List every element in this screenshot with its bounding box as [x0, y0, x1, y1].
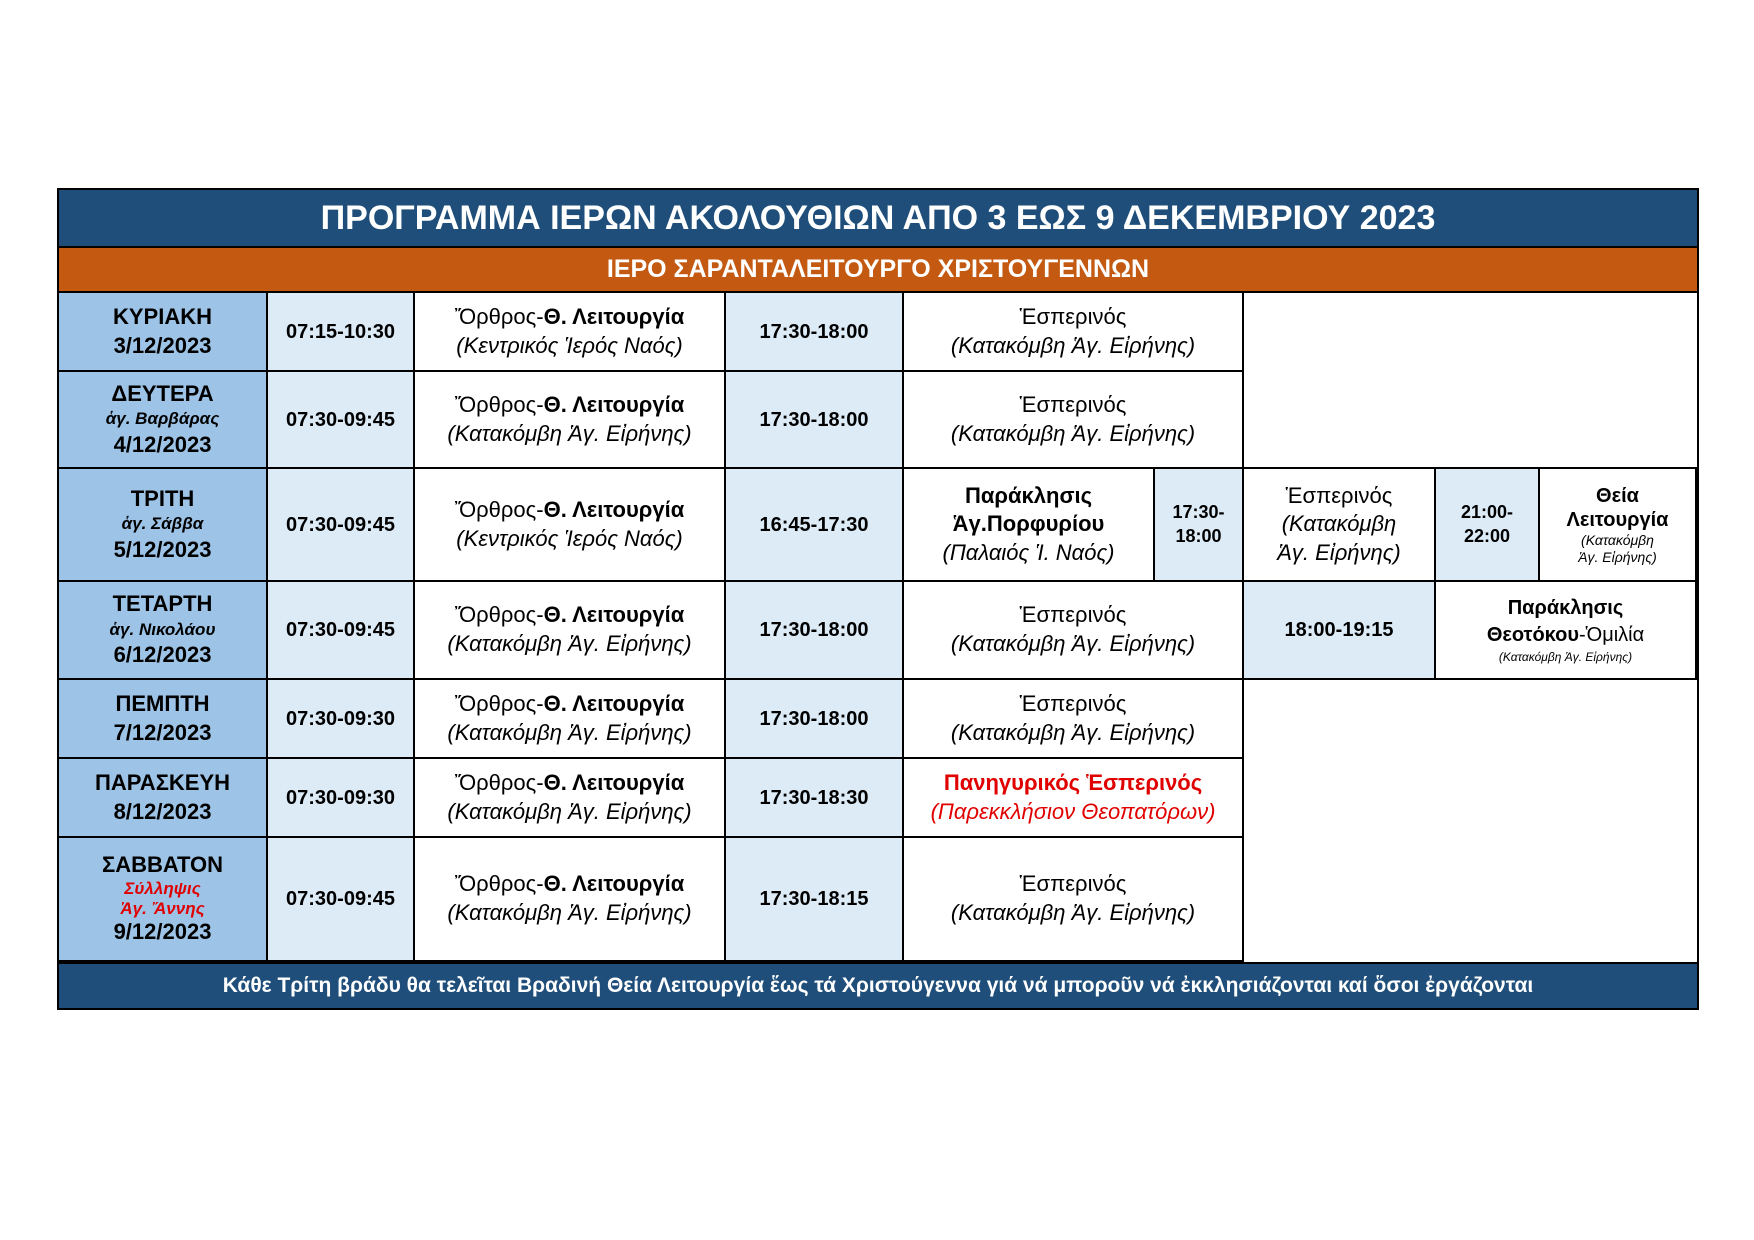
morning-service-place: (Κατακόμβη Ἁγ. Εἰρήνης) [447, 420, 692, 446]
morning-time-cell: 07:30-09:45 [268, 838, 415, 962]
service-name: Θ. Λειτουργία [543, 391, 685, 417]
evening-service-cell [904, 680, 1244, 759]
morning-time-cell: 07:15-10:30 [268, 293, 415, 372]
vespers-time-cell [1155, 469, 1244, 582]
service-prefix: Ὄρθρος- [454, 391, 544, 417]
liturgy-place: (Κατακόμβη [1581, 531, 1654, 548]
morning-service-place: (Κατακόμβη Ἁγ. Εἰρήνης) [447, 719, 692, 745]
extra-service-suffix: -Ὁμιλία [1579, 623, 1645, 646]
day-name: ΣΑΒΒΑΤΟΝ [102, 852, 223, 878]
day-date: 5/12/2023 [113, 536, 212, 562]
day-feast-2: Ἁγ. Ἄννης [120, 899, 205, 918]
evening-service-title: Ἑσπερινός [1019, 602, 1127, 628]
liturgy-cell [1540, 469, 1697, 582]
evening-service-cell [904, 293, 1244, 372]
schedule-sheet [57, 188, 1699, 1010]
morning-service-cell [415, 372, 726, 469]
day-name: ΠΕΜΠΤΗ [115, 690, 210, 716]
day-date: 4/12/2023 [113, 431, 212, 457]
paraklesis-place: (Παλαιός Ἱ. Ναός) [942, 539, 1115, 565]
evening-service-place: (Κατακόμβη Ἁγ. Εἰρήνης) [950, 420, 1196, 446]
evening-service-cell [904, 838, 1244, 962]
morning-service-place: (Κατακόμβη Ἁγ. Εἰρήνης) [447, 900, 692, 925]
evening-service-title: Ἑσπερινός [1019, 871, 1127, 897]
service-prefix: Ὄρθρος- [454, 871, 544, 897]
paraklesis-saint: Ἁγ.Πορφυρίου [952, 511, 1105, 537]
morning-service-title [455, 601, 685, 630]
liturgy-title: Θεία [1596, 484, 1639, 507]
evening-time-cell: 17:30-18:00 [726, 293, 904, 372]
day-date: 9/12/2023 [113, 919, 212, 945]
day-feast: ἁγ. Σάββα [121, 514, 204, 534]
morning-service-cell [415, 838, 726, 962]
morning-service-title [455, 391, 685, 420]
extra-service-name: Θεοτόκου [1486, 623, 1580, 646]
vespers-title: Ἑσπερινός [1285, 482, 1393, 508]
day-feast: ἁγ. Νικολάου [109, 619, 216, 639]
service-name: Θ. Λειτουργία [543, 871, 685, 897]
morning-service-title [455, 303, 685, 332]
morning-time-cell: 07:30-09:30 [268, 680, 415, 759]
day-cell [59, 680, 268, 759]
morning-service-place: (Κεντρικός Ἱερός Ναός) [456, 332, 683, 358]
paraklesis-cell [904, 469, 1155, 582]
day-date: 3/12/2023 [113, 332, 212, 358]
evening-service-title: Ἑσπερινός [1019, 303, 1127, 329]
day-cell [59, 469, 268, 582]
morning-service-title [455, 870, 685, 899]
morning-service-place: (Κατακόμβη Ἁγ. Εἰρήνης) [447, 798, 692, 824]
vespers-time: 17:30-18:00 [1172, 502, 1225, 546]
evening-service-place: (Κατακόμβη Ἁγ. Εἰρήνης) [950, 719, 1196, 745]
evening-service-cell [904, 372, 1244, 469]
day-name: ΤΕΤΑΡΤΗ [112, 591, 213, 617]
day-name: ΤΡΙΤΗ [130, 485, 195, 511]
morning-service-cell [415, 582, 726, 680]
empty-area-top [1244, 293, 1697, 469]
empty-area-bottom [1244, 680, 1697, 962]
service-prefix: Ὄρθρος- [454, 496, 544, 522]
day-date: 8/12/2023 [113, 798, 212, 824]
evening-service-place: (Κατακόμβη Ἁγ. Εἰρήνης) [950, 332, 1196, 358]
evening-time-cell: 16:45-17:30 [726, 469, 904, 582]
morning-service-title [455, 496, 685, 525]
service-prefix: Ὄρθρος- [454, 690, 544, 716]
paraklesis-title: Παράκλησις [964, 482, 1093, 508]
morning-time-cell: 07:30-09:45 [268, 582, 415, 680]
extra-service-place: (Κατακόμβη Ἁγ. Εἰρήνης) [1498, 649, 1633, 664]
service-prefix: Ὄρθρος- [454, 303, 544, 329]
page-title: ΠΡΟΓΡΑΜΜΑ ΙΕΡΩΝ ΑΚΟΛΟΥΘΙΩΝ ΑΠΟ 3 ΕΩΣ 9 ΔΕΚΕΜΒΡΙΟΥ 2023 [59, 190, 1697, 248]
service-name: Θ. Λειτουργία [543, 602, 685, 628]
evening-service-cell [904, 582, 1244, 680]
evening-time-cell: 17:30-18:00 [726, 582, 904, 680]
day-date: 6/12/2023 [113, 642, 212, 668]
morning-service-title [455, 690, 685, 719]
morning-service-cell [415, 469, 726, 582]
vespers-place-2: Ἁγ. Εἰρήνης) [1277, 539, 1401, 565]
liturgy-time-cell [1436, 469, 1540, 582]
day-name: ΚΥΡΙΑΚΗ [112, 303, 212, 329]
liturgy-title-2: Λειτουργία [1566, 508, 1669, 531]
morning-service-place: (Κατακόμβη Ἁγ. Εἰρήνης) [447, 631, 692, 656]
extra-service-subtitle [1487, 622, 1644, 649]
evening-service-title: Ἑσπερινός [1019, 391, 1127, 417]
liturgy-time: 21:00-22:00 [1460, 502, 1514, 546]
service-prefix: Ὄρθρος- [454, 769, 544, 795]
service-name: Θ. Λειτουργία [543, 769, 685, 795]
day-cell [59, 759, 268, 838]
evening-time-cell: 17:30-18:15 [726, 838, 904, 962]
evening-service-place: (Κατακόμβη Ἁγ. Εἰρήνης) [950, 900, 1196, 925]
service-name: Θ. Λειτουργία [543, 496, 685, 522]
day-cell [59, 582, 268, 680]
day-cell [59, 372, 268, 469]
evening-service-title: Ἑσπερινός [1019, 690, 1127, 716]
morning-time-cell: 07:30-09:45 [268, 469, 415, 582]
morning-service-title [455, 769, 685, 798]
extra-service-title: Παράκλησις [1507, 596, 1624, 619]
evening-service-title: Πανηγυρικός Ἑσπερινός [943, 769, 1203, 795]
morning-service-place: (Κεντρικός Ἱερός Ναός) [456, 525, 683, 551]
morning-time-cell: 07:30-09:30 [268, 759, 415, 838]
evening-service-place: (Παρεκκλήσιον Θεοπατόρων) [930, 798, 1216, 824]
morning-service-cell [415, 759, 726, 838]
extra-time-cell: 18:00-19:15 [1244, 582, 1436, 680]
vespers-place: (Κατακόμβη [1281, 511, 1397, 537]
morning-service-cell [415, 293, 726, 372]
evening-time-cell: 17:30-18:30 [726, 759, 904, 838]
day-name: ΠΑΡΑΣΚΕΥΗ [94, 769, 231, 795]
day-cell [59, 293, 268, 372]
page-subtitle: ΙΕΡΟ ΣΑΡΑΝΤΑΛΕΙΤΟΥΡΓΟ ΧΡΙΣΤΟΥΓΕΝΝΩΝ [59, 248, 1697, 293]
service-prefix: Ὄρθρος- [454, 602, 544, 628]
morning-time-cell: 07:30-09:45 [268, 372, 415, 469]
morning-service-cell [415, 680, 726, 759]
day-feast: ἁγ. Βαρβάρας [105, 409, 220, 429]
evening-service-place: (Κατακόμβη Ἁγ. Εἰρήνης) [950, 631, 1196, 656]
service-name: Θ. Λειτουργία [543, 303, 685, 329]
day-name: ΔΕΥΤΕΡΑ [111, 380, 214, 406]
extra-service-cell [1436, 582, 1697, 680]
vespers-cell [1244, 469, 1436, 582]
service-name: Θ. Λειτουργία [543, 690, 685, 716]
day-feast: Σύλληψις [124, 878, 201, 898]
day-cell [59, 838, 268, 962]
footer-note: Κάθε Τρίτη βράδυ θα τελεῖται Βραδινή Θεία Λειτουργία ἕως τά Χριστούγεννα γιά νά μποροῦν νά ἐκκλησιάζονται καί ὅσοι ἐργάζονται [59, 962, 1697, 1008]
evening-service-cell [904, 759, 1244, 838]
day-date: 7/12/2023 [113, 719, 212, 745]
evening-time-cell: 17:30-18:00 [726, 372, 904, 469]
evening-time-cell: 17:30-18:00 [726, 680, 904, 759]
liturgy-place-2: Ἁγ. Εἰρήνης) [1578, 548, 1657, 565]
